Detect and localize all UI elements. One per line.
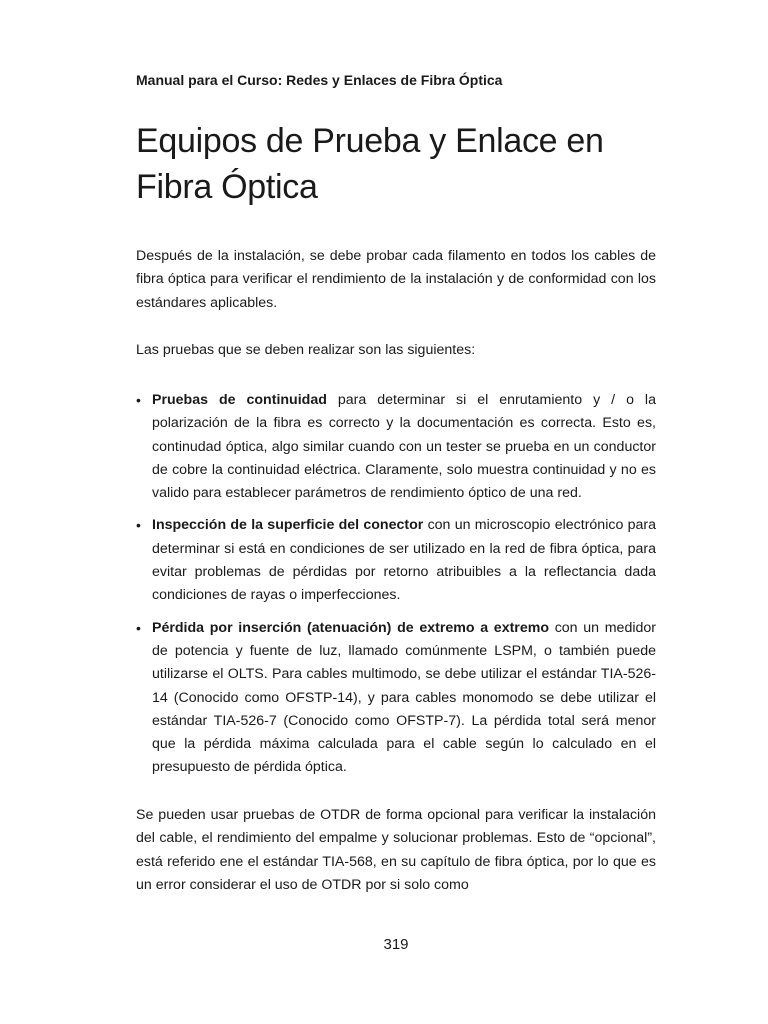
document-page — [136, 0, 656, 1024]
list-item-term: Pruebas de continuidad — [152, 392, 327, 408]
running-header: Manual para el Curso: Redes y Enlaces de Fibra Óptica — [136, 72, 503, 88]
bullet-marker: • — [136, 517, 141, 534]
list-item-term: Pérdida por inserción (atenuación) de extremo a extremo — [152, 619, 549, 636]
bullet-marker: • — [136, 392, 141, 408]
bullet-marker: • — [136, 619, 141, 636]
chapter-title: Equipos de Prueba y Enlace en Fibra Óptica — [136, 122, 604, 206]
test-list — [136, 389, 656, 789]
list-item-text: con un microscopio electrónico para determinar si está en condiciones de ser utilizado en la red de fibra óptica, para evitar problemas de pérdidas por retorno atribuibles a la reflectancia dada condiciones de rayas o imperfecciones. — [152, 517, 656, 604]
list-item-text: con un medidor de potencia y fuente de luz, llamado comúnmente LSPM, o también puede utilizarse el OLTS. Para cables multimodo, se debe utilizar el estándar TIA-526-14 (Conocido como OFSTP-14), y para cables monomodo se debe utilizar el estándar TIA-526-7 (Conocido como OFSTP-7). La pérdida total será menor que la pérdida máxima calculada para el cable según lo calculado en el presupuesto de pérdida óptica. — [152, 619, 656, 776]
list-item — [136, 514, 656, 607]
list-item — [136, 617, 656, 780]
page-number: 319 — [383, 936, 409, 953]
list-intro-paragraph: Las pruebas que se deben realizar son las siguientes: — [136, 342, 476, 358]
intro-paragraph: Después de la instalación, se debe probar cada filamento en todos los cables de fibra óptica para verificar el rendimiento de la instalación y de conformidad con los estándares aplicables. — [136, 248, 656, 311]
list-item — [136, 389, 656, 505]
list-item-term: Inspección de la superficie del conector — [152, 517, 424, 534]
list-item-text: para determinar si el enrutamiento y / o la polarización de la fibra es correcto y la documentación es correcta. Esto es, continudad óptica, algo similar cuando con un tester se prueba en un conductor de cobre la continuidad eléctrica. Claramente, solo muestra continuidad y no es valido para establecer parámetros de rendimiento óptico de una red. — [152, 392, 656, 502]
otdr-paragraph: Se pueden usar pruebas de OTDR de forma opcional para verificar la instalación del cable, el rendimiento del empalme y solucionar problemas. Esto de “opcional”, está referido ene el estándar TIA-568, en su capítulo de fibra óptica, por lo que es un error considerar el uso de OTDR por si solo como — [136, 807, 656, 893]
